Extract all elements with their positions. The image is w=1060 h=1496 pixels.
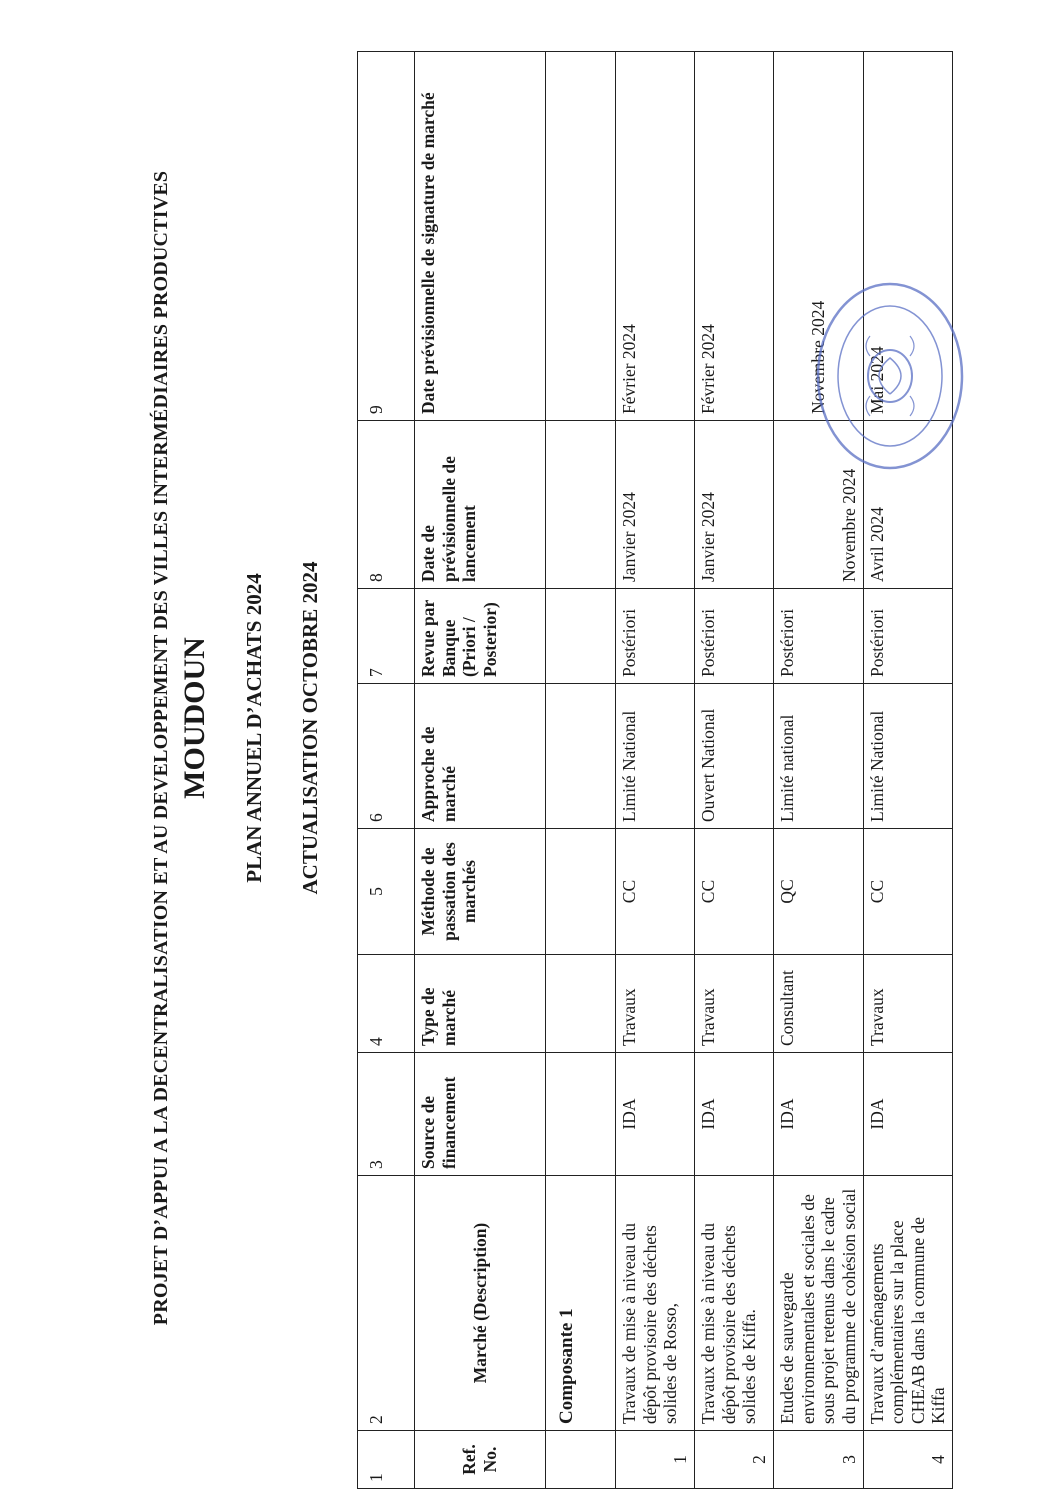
column-number: 8	[358, 421, 415, 589]
column-number: 2	[358, 1176, 415, 1431]
ref-cell: 1	[616, 1431, 695, 1489]
empty-cell	[546, 955, 616, 1053]
column-number: 7	[358, 589, 415, 684]
header-description: Marché (Description)	[415, 1176, 546, 1431]
column-number: 4	[358, 955, 415, 1053]
header-review: Revue par Banque (Priori / Posterior)	[415, 589, 546, 684]
component-label: Composante 1	[546, 1176, 616, 1431]
signature-cell: Mai 2024	[863, 52, 953, 421]
column-number: 5	[358, 829, 415, 955]
launch-cell: Novembre 2024	[774, 421, 864, 589]
header-ref: Ref. No.	[415, 1431, 546, 1489]
approach-cell: Ouvert National	[695, 684, 774, 829]
empty-cell	[546, 829, 616, 955]
column-number: 3	[358, 1053, 415, 1176]
column-number: 6	[358, 684, 415, 829]
method-cell: CC	[695, 829, 774, 955]
description-cell: Etudes de sauvegarde environnementales et sociales de sous projet retenus dans le cadre du programme de cohésion social	[774, 1176, 864, 1431]
update-title: ACTUALISATION OCTOBRE 2024	[298, 561, 322, 895]
header-type: Type de marché	[415, 955, 546, 1053]
column-number: 9	[358, 52, 415, 421]
empty-cell	[546, 684, 616, 829]
column-number-row	[358, 52, 415, 1489]
source-cell: IDA	[774, 1053, 864, 1176]
method-cell: QC	[774, 829, 864, 955]
ref-cell: 2	[695, 1431, 774, 1489]
empty-cell	[546, 1431, 616, 1489]
city-title: MOUDOUN	[178, 637, 211, 799]
review-cell: Postériori	[695, 589, 774, 684]
ref-cell: 3	[774, 1431, 864, 1489]
signature-cell: Novembre 2024	[774, 52, 864, 421]
table-row	[863, 52, 953, 1489]
review-cell: Postériori	[616, 589, 695, 684]
description-cell: Travaux de mise à niveau du dépôt provisoire des déchets solides de Rosso,	[616, 1176, 695, 1431]
plan-title: PLAN ANNUEL D’ACHATS 2024	[242, 573, 266, 883]
header-method: Méthode de passation des marchés	[415, 829, 546, 955]
project-title: PROJET D’APPUI A LA DECENTRALISATION ET AU DEVELOPPEMENT DES VILLES INTERMÉDIAIRES PRODUCTIVES	[150, 170, 172, 1326]
ref-cell: 4	[863, 1431, 953, 1489]
column-number: 1	[358, 1431, 415, 1489]
signature-cell: Février 2024	[616, 52, 695, 421]
empty-cell	[546, 421, 616, 589]
component-row	[546, 52, 616, 1489]
empty-cell	[546, 589, 616, 684]
header-signature-date: Date prévisionnelle de signature de marché	[415, 52, 546, 421]
header-row	[415, 52, 546, 1489]
launch-cell: Janvier 2024	[616, 421, 695, 589]
source-cell: IDA	[863, 1053, 953, 1176]
table-row	[616, 52, 695, 1489]
official-stamp-icon	[810, 276, 970, 476]
header-approach: Approche de marché	[415, 684, 546, 829]
review-cell: Postériori	[774, 589, 864, 684]
method-cell: CC	[616, 829, 695, 955]
description-cell: Travaux d’aménagements complémentaires sur la place CHEAB dans la commune de Kiffa	[863, 1176, 953, 1431]
approach-cell: Limité National	[863, 684, 953, 829]
type-cell: Consultant	[774, 955, 864, 1053]
launch-cell: Avril 2024	[863, 421, 953, 589]
table-row	[695, 52, 774, 1489]
type-cell: Travaux	[695, 955, 774, 1053]
source-cell: IDA	[695, 1053, 774, 1176]
table-row	[774, 52, 864, 1489]
description-cell: Travaux de mise à niveau du dépôt provisoire des déchets solides de Kiffa.	[695, 1176, 774, 1431]
signature-cell: Février 2024	[695, 52, 774, 421]
procurement-table	[357, 51, 953, 1489]
type-cell: Travaux	[863, 955, 953, 1053]
header-launch-date: Date de prévisionnelle de lancement	[415, 421, 546, 589]
review-cell: Postériori	[863, 589, 953, 684]
source-cell: IDA	[616, 1053, 695, 1176]
method-cell: CC	[863, 829, 953, 955]
empty-cell	[546, 1053, 616, 1176]
header-source: Source de financement	[415, 1053, 546, 1176]
empty-cell	[546, 52, 616, 421]
launch-cell: Janvier 2024	[695, 421, 774, 589]
approach-cell: Limité national	[774, 684, 864, 829]
approach-cell: Limité National	[616, 684, 695, 829]
type-cell: Travaux	[616, 955, 695, 1053]
